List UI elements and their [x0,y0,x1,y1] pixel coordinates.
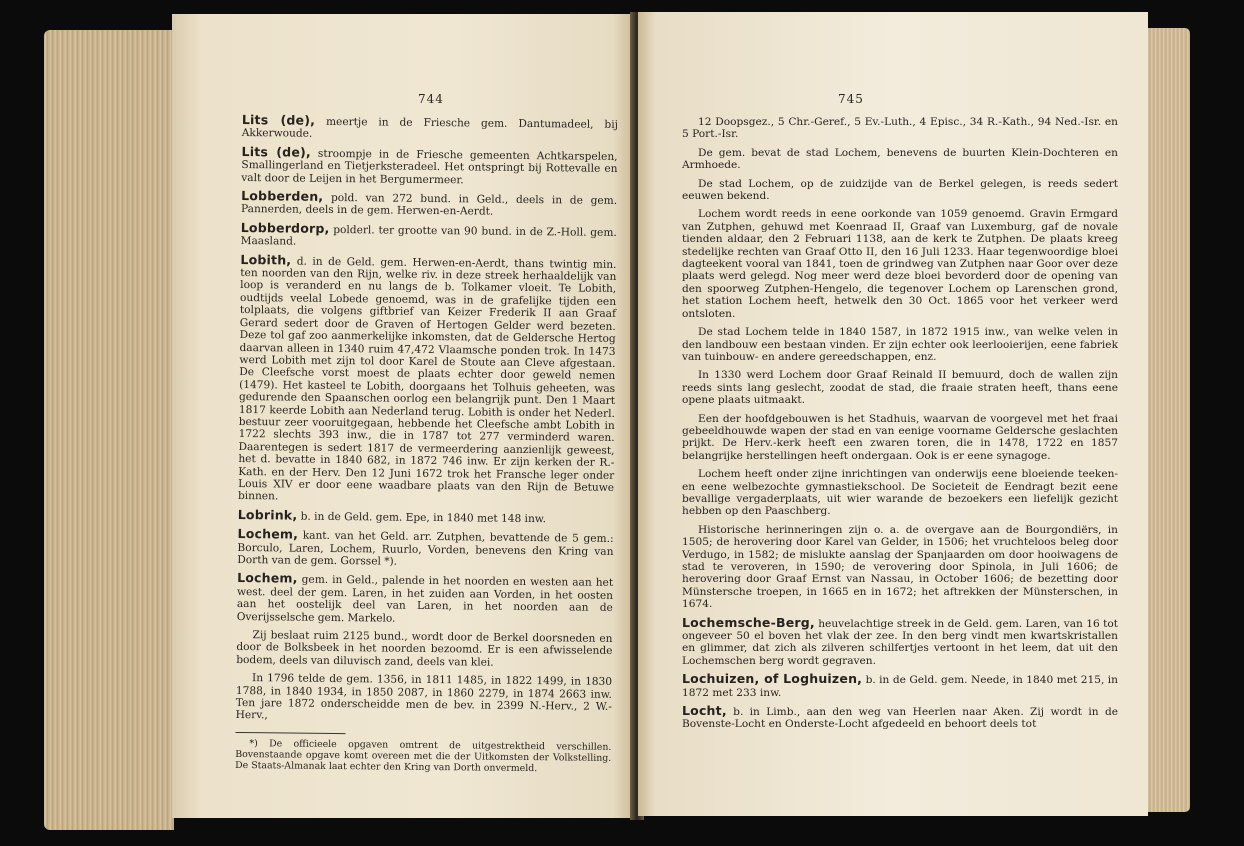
left-text-column [235,114,618,781]
entry-text: De stad Lochem, op de zuidzijde van de Berkel gelegen, is reeds sedert eeuwen bekend. [682,177,1118,203]
left-page [172,14,636,818]
entry-paragraph [682,524,1118,611]
entry-text: polderl. ter grootte van 90 bund. in de Z.-Holl. gem. Maasland. [240,223,617,248]
entry-paragraph [682,673,1118,699]
entry-paragraph [237,251,617,507]
entry-paragraph [682,178,1118,203]
right-text-column [682,116,1118,737]
entry-headword: Lobberdorp, [240,219,330,236]
page-number-right: 745 [838,92,864,106]
entry-paragraph [237,528,613,570]
entry-paragraph [682,705,1118,731]
entry-paragraph [682,413,1118,463]
entry-text: stroompje in de Friesche gemeenten Achtkarspelen, Smallingerland en Tietjerksteradeel. Het ontspringt bij Rottevalle en valt door de Leijen in het Bergumermeer. [241,147,618,186]
entry-headword: Lochuizen, of Loghuizen, [682,671,863,687]
entry-paragraph [682,614,1118,668]
entry-headword: Locht, [682,703,727,719]
entry-text: Lochem wordt reeds in eene oorkonde van 1059 genoemd. Gravin Ermgard van Zutphen, gehuwd met Koenraad II, Graaf van Luxemburg, gaf de novale tienden aldaar, den 2 Februari 1138, aan de kerk te Zutphen. De plaats kreeg stedelijke rechten van Graaf Otto II, den 16 Juli 1233. Haar tegenwoordige bloei dagteekent vooral van 1841, toen de grindweg van Zutphen naar Goor over deze plaats werd gelegd. Nog meer werd deze bloei bevorderd door de opening van den spoorweg Zutphen-Hengelo, die tegenover Lochem op Larenschen grond, het station Lochem heeft, hetwelk den 30 Oct. 1865 voor het verkeer werd ontsloten. [682,208,1118,320]
entry-headword: Lits (de), [241,143,311,160]
entry-text: Historische herinneringen zijn o. a. de overgave aan de Bourgondiërs, in 1505; de herovering door Karel van Gelder, in 1506; het vruchteloos beleg door Verdugo, in 1582; de mislukte aanslag der Spanjaarden om door hooiwagens de stad te veroveren, in 1590; de verovering door Spinola, in Juli 1606; de herovering door Graaf Ernst van Nassau, in October 1606; de bezetting door Münstersche troepen, in 1665 en in 1672; het aftrekken der Münsterschen, in 1674. [682,523,1118,611]
entry-headword: Lobith, [240,251,292,268]
entry-text: d. in de Geld. gem. Herwen-en-Aerdt, thans twintig min. ten noorden van den Rijn, welke riv. in deze streek herhaaldelijk van loop is veranderd en nu langs de b. Tolkamer vloeit. Te Lobith, oudtijds veelal Lobede genoemd, was in de grafelijke tijden een tolplaats, die volgens giftbrief van Keizer Frederik II aan Graaf Gerard sedert door de Graven of Hertogen Gelder werd bezeten. Deze tol gaf zoo aanmerkelijke inkomsten, dat de Geldersche Hertog daarvan alleen in 1340 ruim 47,472 Vlaamsche ponden trok. In 1473 werd Lobith met zijn tol door Karel de Stoute aan Cleve afgestaan. De Cleefsche vorst moest de plaats echter door geweld nemen (1479). Het kasteel te Lobith, doorgaans het Tolhuis geheeten, was gedurende den Spaanschen oorlog een belangrijk punt. Den 1 Maart 1817 keerde Lobith aan Nederland terug. Lobith is onder het Nederl. bestuur zeer vooruitgegaan, hebbende het Cleefsche ambt Lobith in 1722 slechts 393 inw., die in 1787 tot 277 verminderd waren. Daarentegen is sedert 1817 de vermeerdering aanzienlijk geweest, het d. bevatte in 1840 682, in 1872 746 inw. Er zijn kerken der R.-Kath. en der Herv. Den 12 Juni 1672 trok het Fransche leger onder Louis XIV er door eene waadbare plaats van den Rijn de Betuwe binnen. [237,255,617,503]
entry-text: De stad Lochem telde in 1840 1587, in 1872 1915 inw., van welke velen in den landbouw een bestaan vinden. Er zijn echter ook leerlooierijen, eene fabriek van tuinbouw- en andere gereedschappen, enz. [682,326,1118,363]
entry-paragraph [682,208,1118,320]
entry-text: In 1796 telde de gem. 1356, in 1811 1485, in 1822 1499, in 1830 1788, in 1840 1934, in 1850 2087, in 1860 2279, in 1874 2663 inw. Ten jare 1872 onderscheidde men de bev. in 2399 N.-Herv., 2 W.-Herv., [235,672,613,722]
entry-text: 12 Doopsgez., 5 Chr.-Geref., 5 Ev.-Luth., 4 Episc., 34 R.-Kath., 94 Ned.-Isr. en 5 Port.-Isr. [682,116,1118,141]
entry-text: Zij beslaat ruim 2125 bund., wordt door de Berkel doorsneden en door de Bolksbeek in het noorden bezoomd. Er is een afwisselende bodem, deels van diluvisch zand, deels van klei. [236,629,613,669]
footnote: *) De officieele opgaven omtrent de uitgestrektheid verschillen. Bovenstaande opgave komt overeen met die der Uitkomsten der Volkstelling. De Staats-Almanak laat echter den Kring van Dorth onvermeld. [235,737,612,775]
entry-paragraph [682,369,1118,406]
entry-headword: Lobrink, [237,506,298,523]
entry-headword: Lobberden, [241,188,324,204]
entry-headword: Lochem, [237,570,298,587]
entry-text: meertje in de Friesche gem. Dantumadeel, bij Akkerwoude. [241,115,618,141]
entry-text: In 1330 werd Lochem door Graaf Reinald II bemuurd, doch de wallen zijn reeds sints lang geslecht, zoodat de stad, die fraaie straten heeft, thans eene opene plaats uitmaakt. [682,369,1118,407]
entry-text: kant. van het Geld. arr. Zutphen, bevattende de 5 gem.: Borculo, Laren, Lochem, Ruurlo, Vorden, benevens den Kring van Dorth van de gem. Gorssel *). [237,529,614,568]
entry-paragraph [242,114,618,144]
entry-paragraph [237,506,614,526]
page-number-left: 744 [418,92,444,106]
entry-text: Een der hoofdgebouwen is het Stadhuis, waarvan de voorgevel met het fraai gebeeldhouwde wapen der stad en van eenige voorname Geldersche geslachten prijkt. De Herv.-kerk heeft een zwaren toren, die in 1478, 1722 en 1857 belangrijke herstellingen heeft ondergaan. Ook is er eene synagoge. [682,412,1118,462]
entry-text: Lochem heeft onder zijne inrichtingen van onderwijs eene bloeiende teeken- en eene welbezochte gymnastiekschool. De Societeit de Eendragt bezit eene bevallige vergaderplaats, uit wier warande de bezoekers een liefelijk gezicht hebben op den Paaschberg. [682,468,1118,518]
entry-paragraph [682,468,1118,518]
entry-paragraph [682,116,1118,141]
entry-paragraph [241,143,618,188]
footnote-rule [236,732,346,734]
entry-headword: Lochem, [237,526,299,542]
entry-text: gem. in Geld., palende in het noorden en westen aan het west. deel der gem. Laren, in het zuiden aan Vorden, in het oosten aan het oostelijk deel van Laren, in het noorden aan de Overijsselsche gem. Markelo. [236,574,614,625]
entry-paragraph [240,219,617,252]
entry-paragraph [682,326,1118,363]
entry-text: b. in de Geld. gem. Neede, in 1840 met 215, in 1872 met 233 inw. [682,674,1118,699]
entry-text: pold. van 272 bund. in Geld., deels in de gem. Pannerden, deels in de gem. Herwen-en-Aerdt. [240,191,618,219]
right-page-edges [1148,28,1190,812]
entry-text: b. in Limb., aan den weg van Heerlen naar Aken. Zij wordt in de Bovenste-Locht en Onderste-Locht afgedeeld en behoort deels tot [682,706,1118,731]
entry-paragraph [241,190,617,220]
entry-text: heuvelachtige streek in de Geld. gem. Laren, van 16 tot ongeveer 50 el boven het vlak der zee. In den berg vindt men kwartskristallen en glimmer, dat zich als zilveren schilfertjes vertoont in het leem, dat uit den Lochemschen berg wordt gegraven. [682,617,1118,667]
entry-paragraph [236,672,612,726]
entry-paragraph [237,572,614,627]
entry-headword: Lits (de), [241,112,316,128]
entry-text: b. in de Geld. gem. Epe, in 1840 met 148 inw. [297,510,547,525]
entry-headword: Lochemsche-Berg, [682,614,815,630]
right-page [638,12,1148,816]
entry-text: De gem. bevat de stad Lochem, benevens de buurten Klein-Dochteren en Armhoede. [682,146,1118,172]
left-page-edges [44,30,174,830]
entry-paragraph [236,629,612,670]
entry-paragraph [682,147,1118,172]
